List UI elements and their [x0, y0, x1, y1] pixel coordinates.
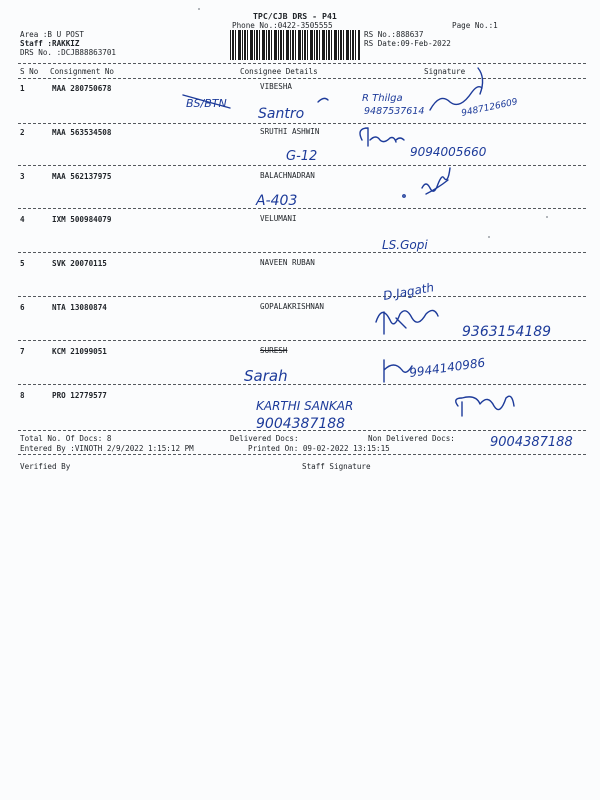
- signature-scrawl: [384, 312, 406, 334]
- handwritten-name: Santro: [258, 106, 305, 122]
- row-consignment: PRO 12779577: [52, 391, 107, 400]
- signature-scrawl: [478, 68, 483, 94]
- scan-speck: [198, 8, 200, 10]
- handwritten-phone: 9094005660: [410, 145, 487, 159]
- row-consignee: SRUTHI ASHWIN: [260, 127, 320, 136]
- signature-scrawl: [430, 87, 482, 110]
- handwritten-name: D.Jagath: [382, 280, 435, 303]
- row-divider: [18, 208, 586, 209]
- column-header-signature: Signature: [424, 67, 466, 76]
- divider: [18, 78, 586, 79]
- non-delivered-docs: Non Delivered Docs:: [368, 434, 455, 443]
- handwritten-note: LS.Gopi: [382, 238, 428, 252]
- handwritten-stroke: [318, 98, 328, 102]
- handwritten-phone: 9487537614: [364, 106, 425, 117]
- verified-by: Verified By: [20, 462, 71, 471]
- row-consignment: SVK 20070115: [52, 259, 107, 268]
- row-sno: 5: [20, 259, 25, 268]
- row-consignment: IXM 500984079: [52, 215, 112, 224]
- signature-scrawl: [384, 360, 412, 382]
- entered-by: Entered By :VINOTH 2/9/2022 1:15:12 PM: [20, 444, 194, 453]
- row-divider: [18, 340, 586, 341]
- signature-scrawl: [360, 128, 404, 146]
- row-consignee: VELUMANI: [260, 214, 297, 223]
- row-consignee: NAVEEN RUBAN: [260, 258, 315, 267]
- column-header-consignee: Consignee Details: [240, 67, 318, 76]
- row-divider: [18, 252, 586, 253]
- divider: [18, 454, 586, 455]
- staff-label: Staff :RAKKIZ: [20, 39, 80, 48]
- row-sno: 6: [20, 303, 25, 312]
- rs-number: RS No.:888637: [364, 30, 424, 39]
- printed-on: Printed On: 09-02-2022 13:15:15: [248, 444, 390, 453]
- handwritten-tag: BS/BTN: [186, 97, 227, 110]
- handwritten-phone: 9487126609: [460, 97, 519, 119]
- sheet-title: TPC/CJB DRS - P41: [253, 11, 337, 21]
- handwritten-phone: 9944140986: [408, 355, 487, 380]
- handwritten-name: Sarah: [244, 367, 288, 385]
- staff-signature: Staff Signature: [302, 462, 371, 471]
- column-header-sno: S No: [20, 67, 39, 76]
- row-divider: [18, 165, 586, 166]
- phone-number: Phone No.:0422-3505555: [232, 21, 333, 30]
- row-sno: 1: [20, 84, 25, 93]
- row-sno: 8: [20, 391, 25, 400]
- signature-scrawl: [456, 396, 514, 416]
- row-sno: 2: [20, 128, 25, 137]
- area-label: Area :B U POST: [20, 30, 85, 39]
- scan-speck: [488, 236, 490, 238]
- handwritten-code: G-12: [286, 149, 318, 164]
- scan-speck: [546, 216, 548, 218]
- row-divider: [18, 384, 586, 385]
- handwritten-note: R Thilga: [362, 93, 403, 104]
- row-consignee: SURESH: [260, 346, 288, 355]
- handwritten-name: KARTHI SANKAR: [256, 399, 354, 413]
- row-sno: 7: [20, 347, 25, 356]
- page-number: Page No.:1: [452, 21, 498, 30]
- handwritten-stroke: [183, 95, 230, 108]
- row-consignment: MAA 563534508: [52, 128, 112, 137]
- row-divider: [18, 296, 586, 297]
- row-divider: [18, 123, 586, 124]
- row-divider: [18, 430, 586, 431]
- row-consignment: MAA 280750678: [52, 84, 112, 93]
- signature-scrawl: [376, 310, 438, 323]
- signature-scrawl: [422, 168, 450, 191]
- row-sno: 4: [20, 215, 25, 224]
- row-consignee: VIBESHA: [260, 82, 293, 91]
- handwritten-code: A-403: [256, 193, 298, 209]
- divider: [18, 63, 586, 64]
- row-consignment: KCM 21099051: [52, 347, 107, 356]
- rs-date: RS Date:09-Feb-2022: [364, 39, 451, 48]
- row-sno: 3: [20, 172, 25, 181]
- row-consignee: GOPALAKRISHNAN: [260, 302, 325, 311]
- row-consignment: NTA 13080874: [52, 303, 107, 312]
- delivered-docs: Delivered Docs:: [230, 434, 299, 443]
- total-docs: Total No. Of Docs: 8: [20, 434, 112, 443]
- handwritten-phone: 9004387188: [256, 416, 346, 432]
- row-consignment: MAA 562137975: [52, 172, 112, 181]
- signature-scrawl: [426, 180, 448, 194]
- row-consignee: BALACHNADRAN: [260, 171, 315, 180]
- column-header-consignment: Consignment No: [50, 67, 115, 76]
- drs-number: DRS No. :DCJB88863701: [20, 48, 117, 57]
- barcode: [230, 30, 360, 60]
- ink-dot: [403, 195, 405, 197]
- handwritten-phone: 9363154189: [462, 324, 552, 340]
- handwritten-phone: 9004387188: [490, 435, 573, 450]
